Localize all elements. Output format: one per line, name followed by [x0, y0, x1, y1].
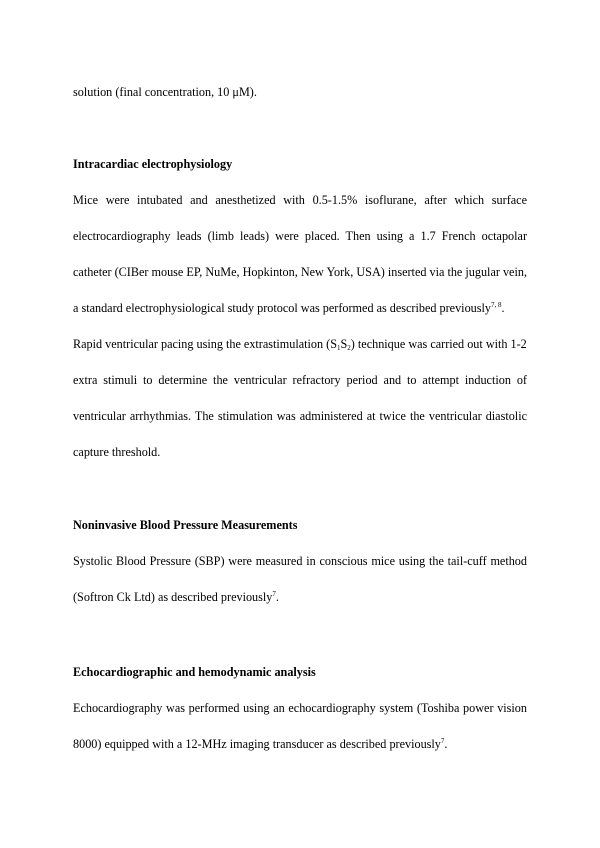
text-run: ) technique was carried out with 1-2 — [350, 337, 527, 351]
text-run: Rapid ventricular pacing using the extrastimulation (S — [73, 337, 338, 351]
text-run: S — [340, 337, 348, 351]
section-heading: Noninvasive Blood Pressure Measurements — [73, 518, 298, 532]
text-run: . — [501, 301, 505, 315]
subscript: 2 — [347, 344, 351, 352]
text-line — [73, 590, 279, 604]
text-line — [73, 737, 447, 751]
text-line: electrocardiography leads (limb leads) were placed. Then using a 1.7 French octapolar — [73, 229, 527, 243]
text-line: Echocardiography was performed using an echocardiography system (Toshiba power vision — [73, 701, 527, 715]
citation-superscript: 7 — [272, 590, 276, 598]
text-line: extra stimuli to determine the ventricular refractory period and to attempt induction of — [73, 373, 527, 387]
text-run: . — [444, 737, 448, 751]
text-run: a standard electrophysiological study protocol was performed as described previously — [73, 301, 491, 315]
text-line: catheter (CIBer mouse EP, NuMe, Hopkinton, New York, USA) inserted via the jugular vein, — [73, 265, 527, 279]
text-line — [73, 337, 527, 351]
citation-superscript: 7 — [440, 737, 445, 745]
section-heading: Intracardiac electrophysiology — [73, 157, 233, 171]
text-line — [73, 301, 505, 315]
citation-superscript: 7, 8 — [490, 301, 502, 309]
text-line: solution (final concentration, 10 μM). — [73, 85, 257, 99]
subscript: 1 — [337, 344, 341, 352]
text-line: ventricular arrhythmias. The stimulation was administered at twice the ventricular diastolic — [73, 409, 527, 423]
text-line: capture threshold. — [73, 445, 161, 459]
text-run: . — [275, 590, 279, 604]
text-line: Systolic Blood Pressure (SBP) were measured in conscious mice using the tail-cuff method — [73, 554, 527, 568]
section-heading: Echocardiographic and hemodynamic analysis — [73, 665, 316, 679]
text-run: (Softron Ck Ltd) as described previously — [73, 590, 273, 604]
text-run: 8000) equipped with a 12-MHz imaging transducer as described previously — [73, 737, 441, 751]
text-line: Mice were intubated and anesthetized with 0.5-1.5% isoflurane, after which surface — [73, 193, 527, 207]
